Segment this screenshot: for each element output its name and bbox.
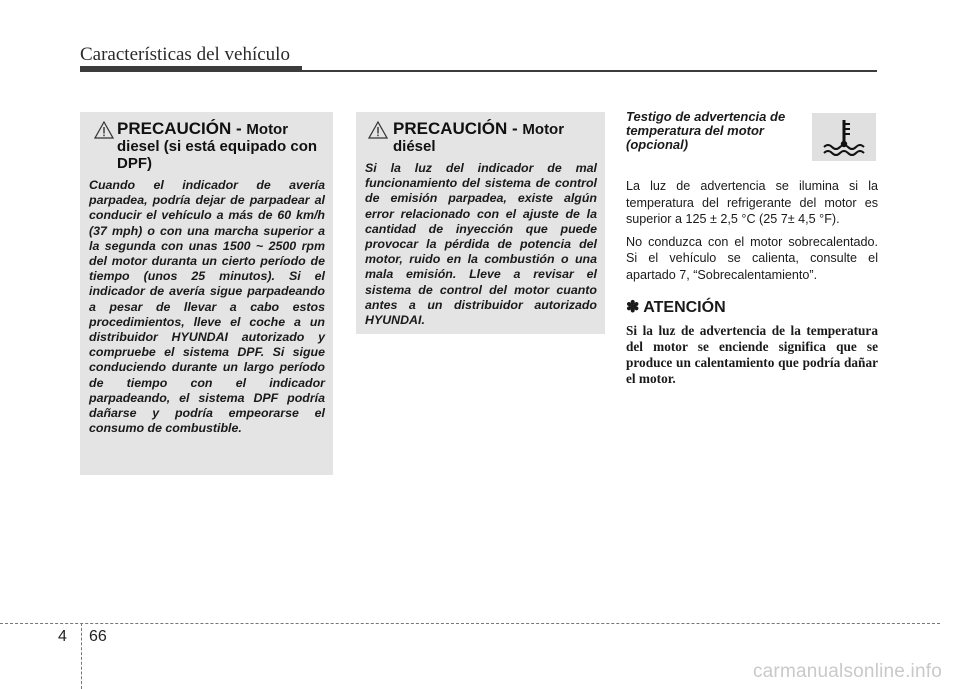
page-header-title: Características del vehículo: [80, 44, 290, 65]
indicator-paragraph-2: No conduzca con el motor sobrecalentado. Si el vehículo se calienta, consulte el apartado 7, “Sobrecalentamiento”.: [626, 234, 878, 282]
footer-divider: [81, 623, 82, 689]
caution-heading: PRECAUCIÓN - Motor diesel (si está equipado con DPF): [117, 119, 318, 172]
attention-heading: ✽ ATENCIÓN: [626, 299, 726, 316]
caution-box-diesel-dpf: [80, 112, 333, 475]
indicator-section: [626, 110, 878, 387]
header-rule-thick: [80, 66, 302, 72]
caution-box-diesel: [356, 112, 605, 334]
warning-triangle-icon: [94, 121, 114, 139]
caution-body: Si la luz del indicador de mal funcionamiento del sistema de control de emisión parpadea, existe algún error relacionado con el ajuste de la cantidad de inyección que puede provocar la pérdida de potencia del motor, ruido en la combustión o una mala emisión. Lleve a revisar el sistema de control del motor cuanto antes a un distribuidor autorizado HYUNDAI.: [365, 161, 597, 328]
page-number: 66: [89, 628, 107, 645]
indicator-paragraph-1: La luz de advertencia se ilumina si la temperatura del refrigerante del motor es superior a 125 ± 2,5 °C (25 7± 4,5 °F).: [626, 179, 878, 226]
engine-coolant-temperature-icon: [812, 113, 876, 161]
watermark: carmanualsonline.info: [752, 661, 942, 682]
caution-body: Cuando el indicador de avería parpadea, podría dejar de parpadear al conducir el vehículo a más de 60 km/h (37 mph) o con una marcha superior a la segunda con unas 1500 ~ 2500 rpm del motor duranta un cierto período de tiempo (unos 25 minutos). Si el indicador de avería sigue parpadeando a pesar de llevar a cabo estos procedimientos, lleve el coche a un distribuidor HYUNDAI autorizado y compruebe el sistema DPF. Si sigue conduciendo durante un largo período de tiempo con el indicador parpadeando, el sistema DPF podría dañarse y podría empeorarse el consumo de combustible.: [89, 178, 325, 436]
header-rule-thin: [302, 70, 877, 72]
footer-rule: [0, 623, 940, 624]
attention-body: Si la luz de advertencia de la temperatura del motor se enciende significa que se produce un calentamiento que podría dañar el motor.: [626, 323, 878, 386]
caution-heading: PRECAUCIÓN - Motor diésel: [393, 119, 565, 155]
chapter-number: 4: [58, 628, 67, 645]
indicator-title: Testigo de advertencia de temperatura del motor (opcional): [626, 109, 786, 152]
warning-triangle-icon: [368, 121, 388, 139]
